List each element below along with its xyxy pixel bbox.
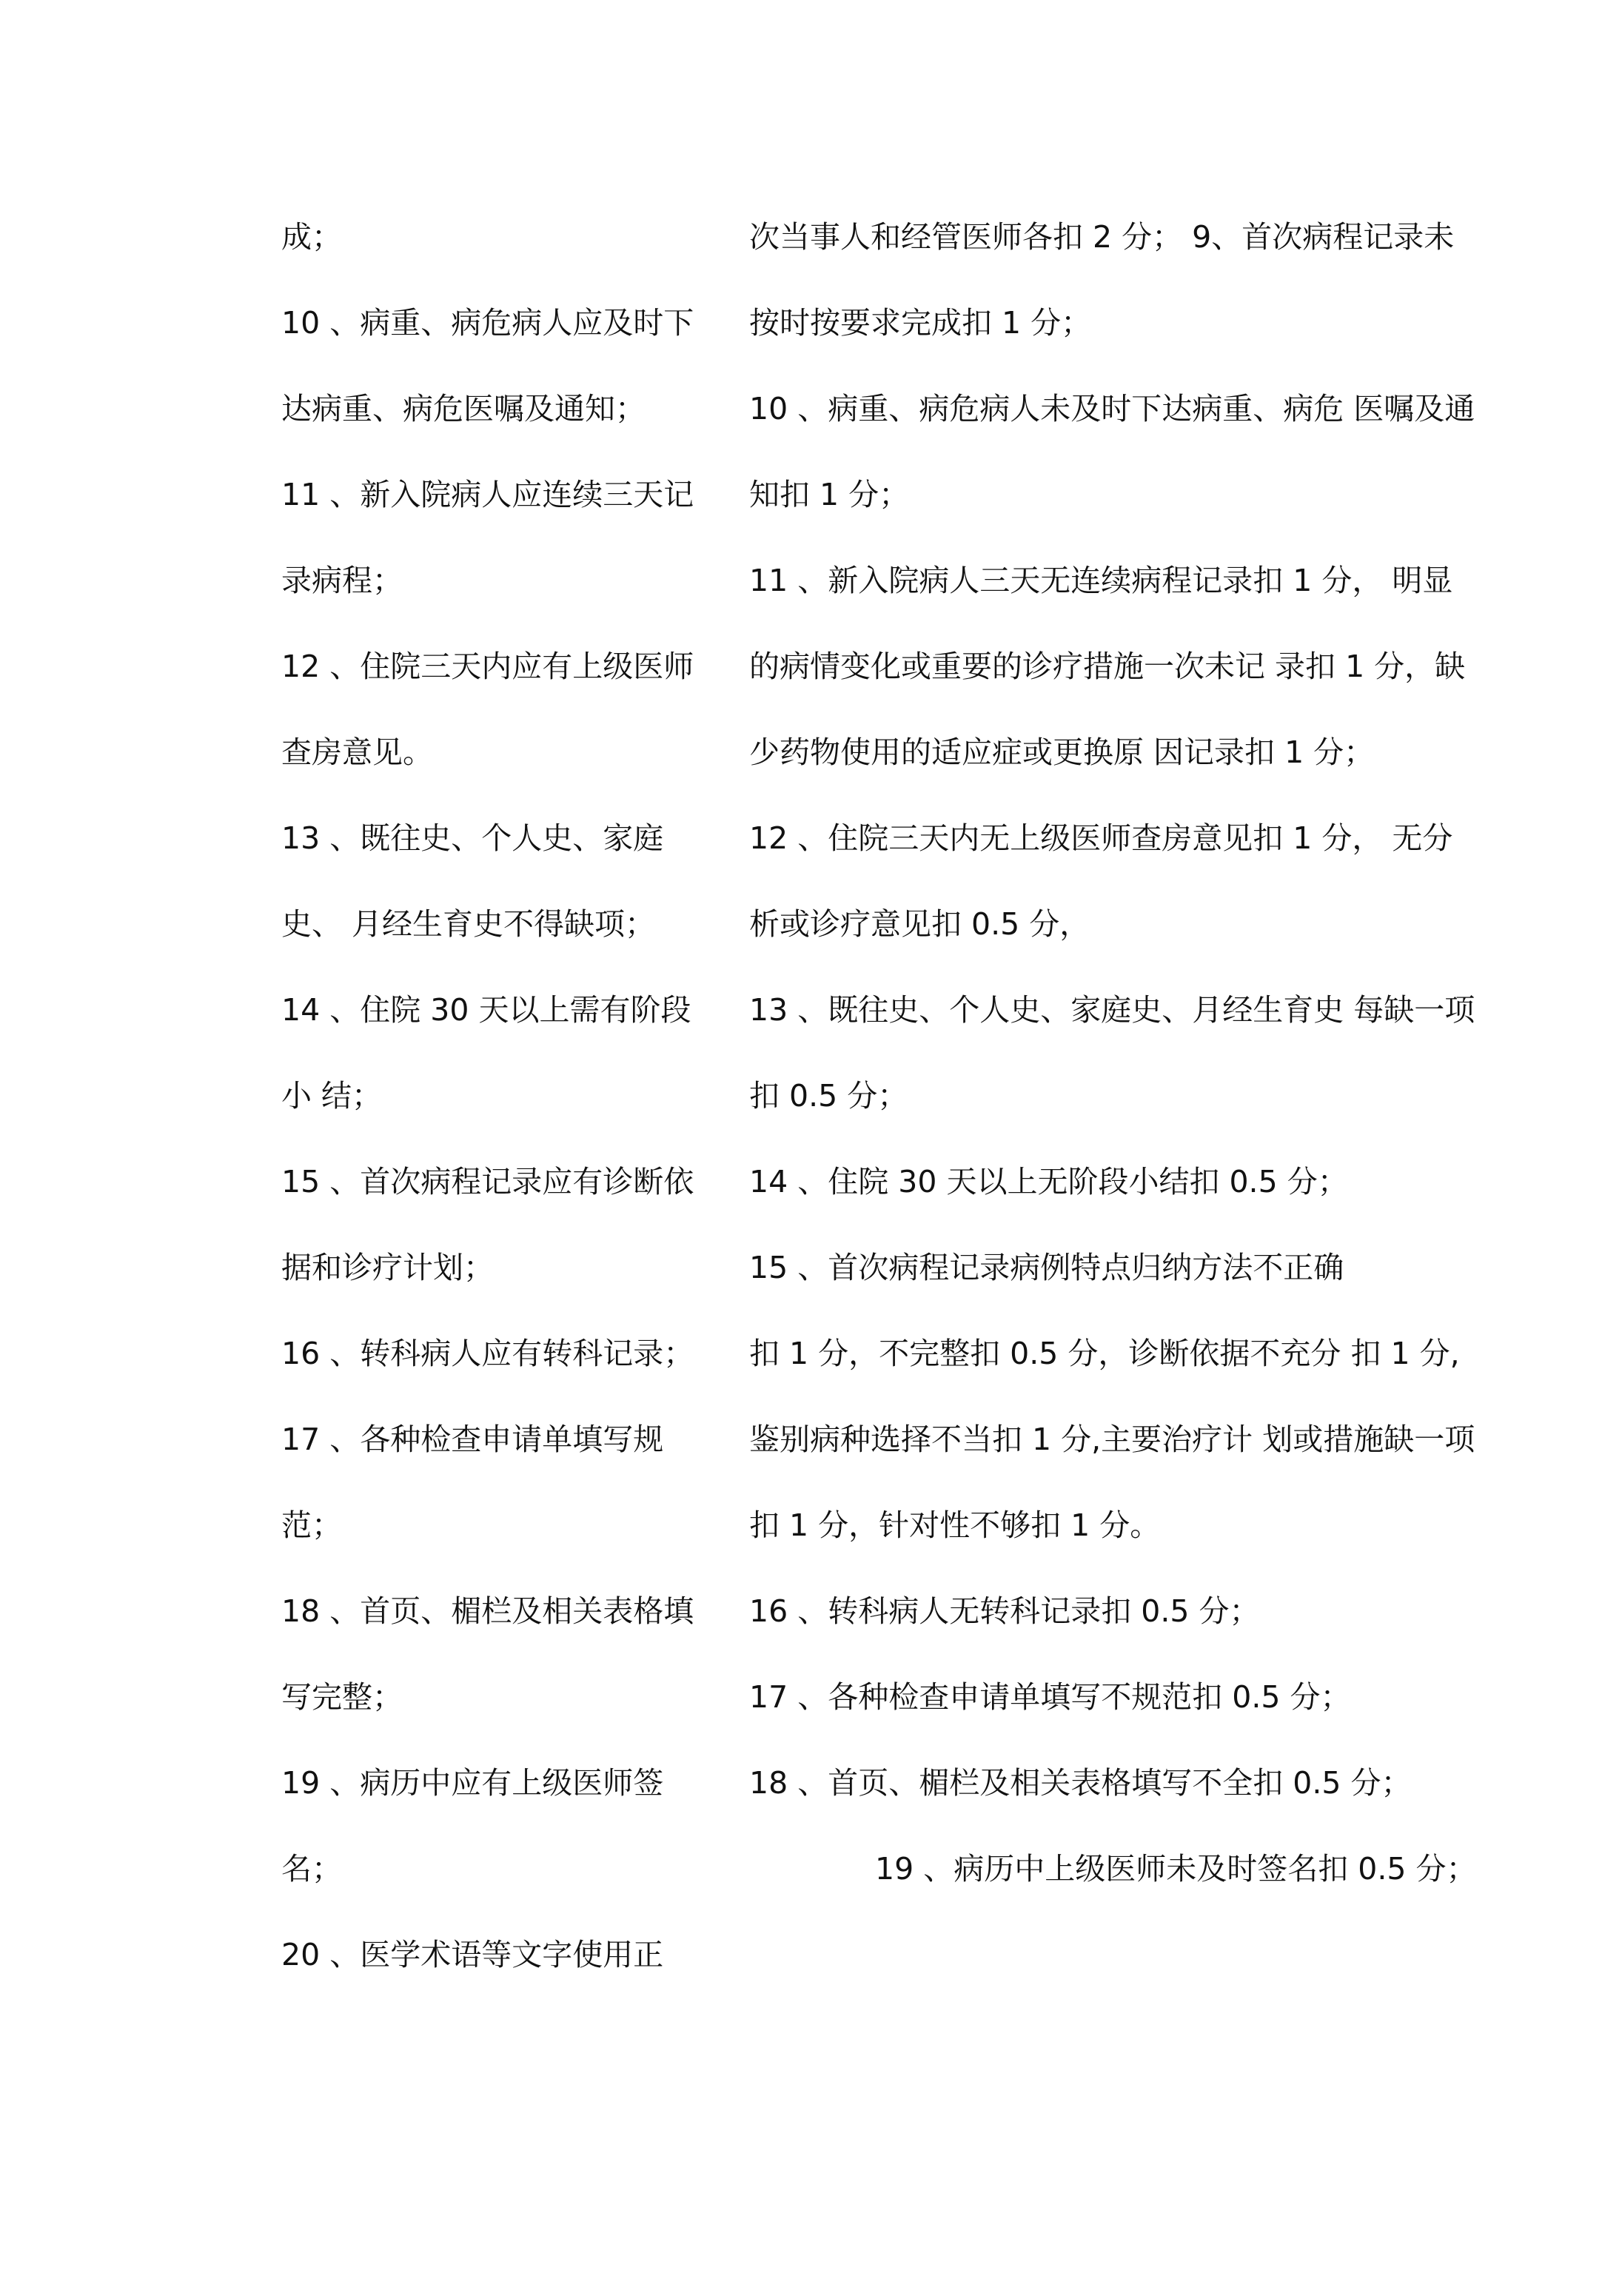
left-line: 17 、各种检查申请单填写规 [281, 1422, 664, 1457]
right-line: 15 、首次病程记录病例特点归纳方法不正确 [749, 1250, 1344, 1285]
left-column [281, 215, 733, 2018]
left-line: 达病重、病危医嘱及通知； [281, 391, 646, 426]
right-line: 16 、转科病人无转科记录扣 0.5 分； [749, 1593, 1260, 1629]
right-line: 少药物使用的适应症或更换原 因记录扣 1 分； [749, 734, 1375, 770]
right-line: 的病情变化或重要的诊疗措施一次未记 录扣 1 分，缺 [749, 649, 1466, 684]
left-line: 小 结； [281, 1078, 383, 1114]
right-line: 19 、病历中上级医师未及时签名扣 0.5 分； [875, 1851, 1477, 1887]
right-line: 10 、病重、病危病人未及时下达病重、病危 医嘱及通 [749, 391, 1475, 426]
left-line: 13 、既往史、个人史、家庭 [281, 820, 664, 856]
right-line: 扣 0.5 分； [749, 1078, 908, 1114]
right-line: 知扣 1 分； [749, 477, 910, 512]
right-line: 扣 1 分，针对性不够扣 1 分。 [749, 1507, 1161, 1543]
right-line: 次当事人和经管医师各扣 2 分； 9、首次病程记录未 [749, 219, 1455, 255]
left-line: 录病程； [281, 563, 403, 598]
left-line: 据和诊疗计划； [281, 1250, 494, 1285]
right-line: 按时按要求完成扣 1 分； [749, 305, 1092, 341]
left-line: 成； [281, 219, 342, 255]
left-line: 范； [281, 1507, 342, 1543]
left-line: 写完整； [281, 1679, 403, 1715]
right-line: 扣 1 分，不完整扣 0.5 分，诊断依据不充分 扣 1 分, [749, 1336, 1460, 1371]
left-line: 15 、首次病程记录应有诊断依 [281, 1164, 694, 1199]
right-line: 鉴别病种选择不当扣 1 分,主要治疗计 划或措施缺一项 [749, 1422, 1475, 1457]
right-line: 12 、住院三天内无上级医师查房意见扣 1 分， 无分 [749, 820, 1453, 856]
left-line: 14 、住院 30 天以上需有阶段 [281, 992, 691, 1028]
right-line: 11 、新入院病人三天无连续病程记录扣 1 分， 明显 [749, 563, 1453, 598]
left-line: 10 、病重、病危病人应及时下 [281, 305, 694, 341]
left-line: 名； [281, 1851, 342, 1887]
left-line: 16 、转科病人应有转科记录； [281, 1336, 694, 1371]
left-line: 20 、医学术语等文字使用正 [281, 1937, 664, 1972]
right-column [749, 215, 1549, 1932]
right-line: 14 、住院 30 天以上无阶段小结扣 0.5 分； [749, 1164, 1348, 1199]
left-line: 18 、首页、楣栏及相关表格填 [281, 1593, 694, 1629]
left-line: 史、 月经生育史不得缺项； [281, 906, 656, 942]
left-line: 查房意见。 [281, 734, 433, 770]
right-line: 13 、既往史、个人史、家庭史、月经生育史 每缺一项 [749, 992, 1475, 1028]
left-line: 19 、病历中应有上级医师签 [281, 1765, 664, 1801]
left-line: 12 、住院三天内应有上级医师 [281, 649, 694, 684]
right-line: 17 、各种检查申请单填写不规范扣 0.5 分； [749, 1679, 1351, 1715]
left-line: 11 、新入院病人应连续三天记 [281, 477, 694, 512]
right-line: 18 、首页、楣栏及相关表格填写不全扣 0.5 分； [749, 1765, 1412, 1801]
right-line: 析或诊疗意见扣 0.5 分， [749, 906, 1090, 942]
